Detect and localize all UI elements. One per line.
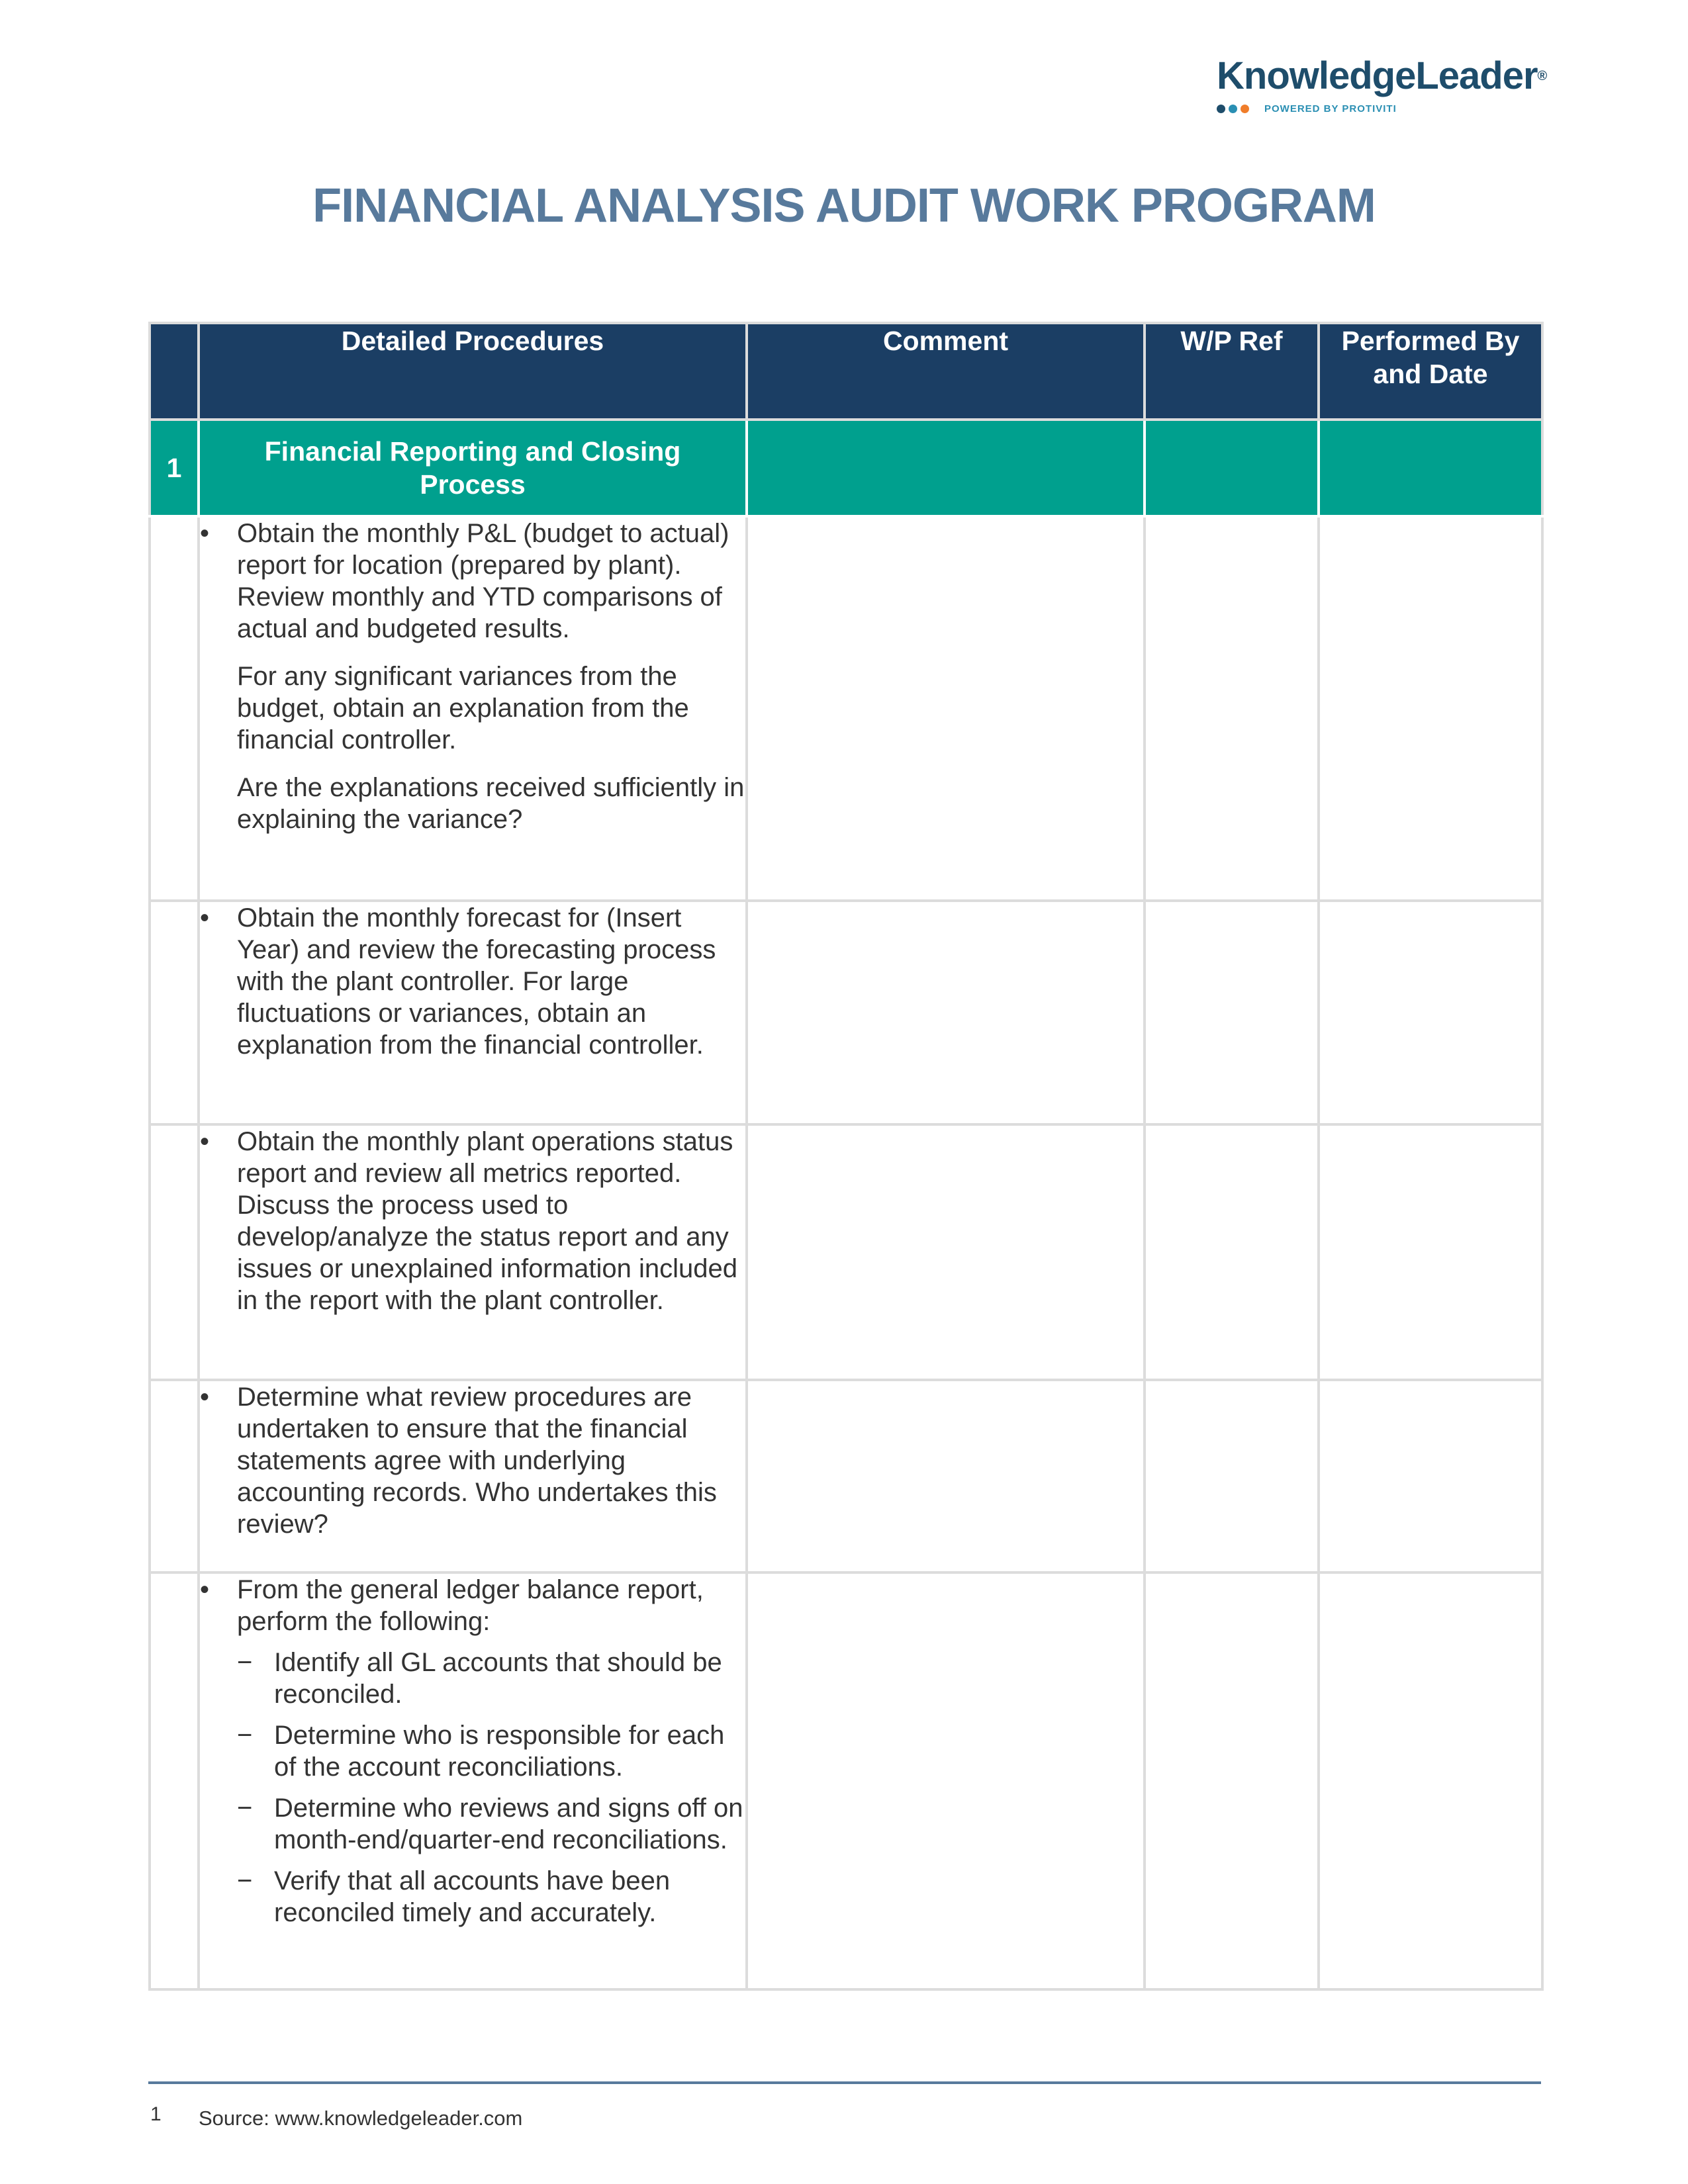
procedure-text: Obtain the monthly plant operations status report and review all metrics reported. Discuss the process used to develop/analyze the status report and any issues or unexplained information included in the report with the plant controller. [237,1127,738,1315]
wp-ref-cell[interactable] [1145,1572,1319,1989]
work-program-table [148,322,1544,1991]
section-label: Financial Reporting and Closing Process [199,420,747,516]
procedure-cell [199,1124,747,1380]
section-number: 1 [150,420,199,516]
procedure-text: Obtain the monthly forecast for (Insert Year) and review the forecasting process with the plant controller. For large fluctuations or variances, obtain an explanation from the financial controller. [237,903,716,1060]
table-header-row [150,323,1542,420]
section-comment-cell [747,420,1145,516]
logo-name: KnowledgeLeader [1217,54,1538,97]
source-note: Source: www.knowledgeleader.com [199,2107,523,2130]
knowledgeleader-logo [1217,54,1547,128]
procedure-cell [199,901,747,1124]
bullet-icon: • [200,1575,210,1604]
dash-icon: − [237,1794,253,1823]
performed-by-cell[interactable] [1319,516,1542,901]
header-comment: Comment [747,323,1145,420]
list-item: − Determine who reviews and signs off on month-end/quarter-end reconciliations. [237,1794,743,1854]
comment-cell[interactable] [747,901,1145,1124]
bullet-icon: • [200,519,210,548]
bullet-icon: • [200,1383,210,1412]
procedure-text: For any significant variances from the budget, obtain an explanation from the financial controller. [237,662,689,754]
performed-by-cell[interactable] [1319,1572,1542,1989]
section-row [150,420,1542,516]
table-row [150,1380,1542,1572]
header-number [150,323,199,420]
wp-ref-cell[interactable] [1145,901,1319,1124]
comment-cell[interactable] [747,516,1145,901]
table-row [150,1572,1542,1989]
list-item: − Identify all GL accounts that should be reconciled. [237,1648,722,1709]
procedure-cell [199,1380,747,1572]
section-wp-ref-cell [1145,420,1319,516]
wp-ref-cell[interactable] [1145,1124,1319,1380]
table-row [150,901,1542,1124]
procedure-text: From the general ledger balance report, perform the following: [237,1575,704,1636]
performed-by-cell[interactable] [1319,1380,1542,1572]
bullet-icon: • [200,1127,210,1156]
procedure-cell [199,1572,747,1989]
page-title: FINANCIAL ANALYSIS AUDIT WORK PROGRAM [312,179,1376,232]
logo-tagline: POWERED BY PROTIVITI [1264,103,1397,114]
logo-dot-1-icon [1217,105,1225,113]
procedure-text: Obtain the monthly P&L (budget to actual) report for location (prepared by plant). Review monthly and YTD comparisons of actual and budgeted results. [237,519,729,643]
section-performed-cell [1319,420,1542,516]
performed-by-cell[interactable] [1319,901,1542,1124]
procedure-text: Are the explanations received sufficiently in explaining the variance? [237,773,745,834]
bullet-icon: • [200,903,210,933]
header-detailed-procedures: Detailed Procedures [199,323,747,420]
performed-by-cell[interactable] [1319,1124,1542,1380]
list-item: − Determine who is responsible for each of the account reconciliations. [237,1721,725,1782]
logo-registered-mark: ® [1537,69,1547,83]
table-row [150,516,1542,901]
table-row [150,1124,1542,1380]
logo-dot-3-icon [1241,105,1249,113]
list-item: − Verify that all accounts have been reconciled timely and accurately. [237,1866,671,1927]
procedure-text: Determine what review procedures are undertaken to ensure that the financial statements agree with underlying accounting records. Who undertakes this review? [237,1383,717,1539]
wp-ref-cell[interactable] [1145,516,1319,901]
footer-divider [148,2081,1541,2084]
comment-cell[interactable] [747,1572,1145,1989]
dash-icon: − [237,1866,253,1895]
header-wp-ref: W/P Ref [1145,323,1319,420]
header-performed-by: Performed By and Date [1319,323,1542,420]
page-number: 1 [150,2103,162,2125]
comment-cell[interactable] [747,1124,1145,1380]
logo-dot-2-icon [1229,105,1237,113]
dash-icon: − [237,1721,253,1750]
sub-procedure-list [237,1647,745,1929]
wp-ref-cell[interactable] [1145,1380,1319,1572]
procedure-cell [199,516,747,901]
comment-cell[interactable] [747,1380,1145,1572]
dash-icon: − [237,1648,253,1677]
